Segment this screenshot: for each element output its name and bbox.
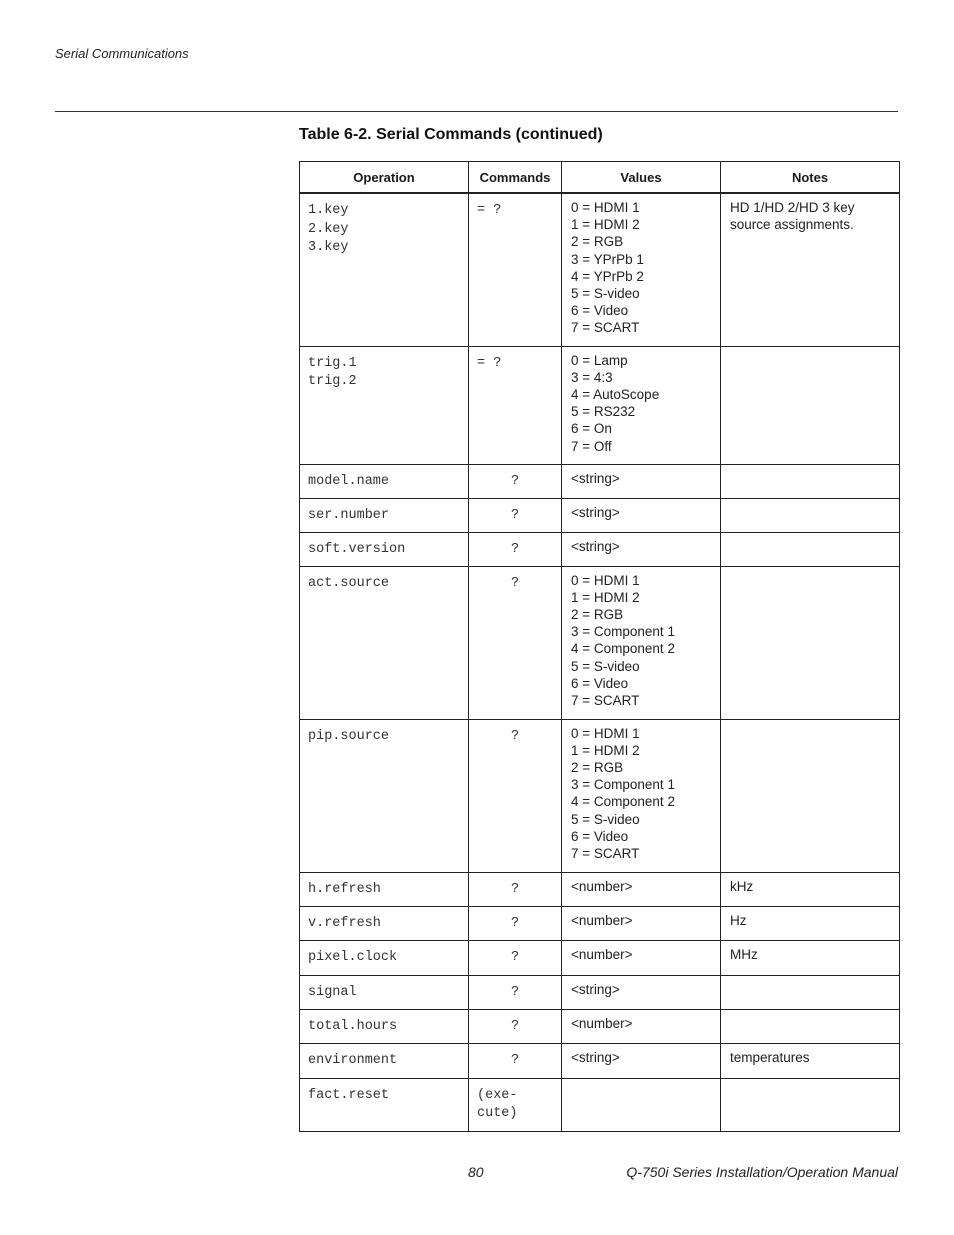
commands-cell [469,193,562,346]
values-cell [562,464,721,498]
cell-line: kHz [730,878,754,894]
cell-line: h.refresh [308,881,381,897]
cell-line: 0 = Lamp [571,352,628,368]
operation-cell [300,346,469,464]
cell-line: <number> [571,946,633,962]
values-cell [562,940,721,975]
cell-line: 5 = S-video [571,286,640,302]
values-cell [562,566,721,719]
cell-line: 3 = YPrPb 1 [571,251,644,267]
notes-cell [721,532,900,566]
cell-line: 1 = HDMI 2 [571,217,640,233]
table-row [300,940,900,975]
cell-line: ? [510,949,520,965]
cell-line: ? [510,507,520,523]
cell-line: cute) [477,1106,518,1121]
cell-line: 4 = AutoScope [571,386,660,402]
cell-line: HD 1/HD 2/HD 3 key [730,200,855,215]
notes-cell [721,346,900,464]
cell-line: 3 = 4:3 [571,369,613,385]
cell-line: 0 = HDMI 1 [571,725,640,741]
table-row [300,906,900,940]
commands-cell [469,1078,562,1131]
cell-line: 2 = RGB [571,759,624,775]
values-cell [562,719,721,872]
table-row [300,719,900,872]
commands-cell [469,566,562,719]
operation-cell [300,193,469,346]
cell-line: <number> [571,878,633,894]
notes-cell [721,193,900,346]
operation-cell [300,719,469,872]
commands-cell [469,719,562,872]
commands-cell [469,464,562,498]
cell-line: ? [510,1052,520,1068]
cell-line: 6 = Video [571,303,629,319]
values-cell [562,872,721,906]
manual-title: Q-750i Series Installation/Operation Manual [626,1164,898,1180]
notes-cell [721,566,900,719]
page-number: 80 [468,1164,484,1180]
cell-line: ? [510,473,520,489]
cell-line: = ? [477,203,502,218]
commands-cell [469,346,562,464]
table-row [300,1078,900,1131]
values-cell [562,906,721,940]
operation-cell [300,532,469,566]
values-cell [562,1078,721,1131]
cell-line: temperatures [730,1049,810,1065]
cell-line: <number> [571,912,633,928]
cell-line: 3 = Component 1 [571,624,675,640]
cell-line: 0 = HDMI 1 [571,200,640,215]
header-rule [55,111,898,112]
cell-line: ? [510,575,520,591]
notes-cell [721,940,900,975]
cell-line: = ? [477,355,502,371]
cell-line: ser.number [308,507,390,523]
operation-cell [300,1009,469,1043]
cell-line: 3 = Component 1 [571,777,675,793]
table-row [300,1043,900,1078]
cell-line: 4 = Component 2 [571,794,675,810]
operation-cell [300,1078,469,1131]
notes-cell [721,719,900,872]
commands-cell [469,906,562,940]
cell-line: ? [510,984,520,1000]
values-cell [562,1043,721,1078]
cell-line: <string> [571,470,620,486]
values-cell [562,975,721,1009]
table-row [300,464,900,498]
cell-line: <string> [571,981,620,997]
cell-line: act.source [308,575,390,591]
cell-line: 3.key [308,240,349,255]
commands-cell [469,1043,562,1078]
cell-line: 2 = RGB [571,606,624,622]
cell-line: <string> [571,538,620,554]
cell-line: 5 = S-video [571,658,640,674]
notes-cell [721,498,900,532]
table-header-row [300,162,900,194]
cell-line: 7 = Off [571,438,612,454]
cell-line: ? [510,881,520,897]
cell-line: 7 = SCART [571,692,640,708]
table-title: Table 6-2. Serial Commands (continued) [299,126,603,143]
cell-line: (exe- [477,1087,518,1103]
commands-cell [469,940,562,975]
values-cell [562,1009,721,1043]
values-cell [562,346,721,464]
operation-cell [300,906,469,940]
values-cell [562,532,721,566]
cell-line: ? [510,1018,520,1034]
running-header: Serial Communications [55,46,189,61]
cell-line: 4 = Component 2 [571,641,675,657]
cell-line: MHz [730,946,758,962]
cell-line: 6 = On [571,421,612,437]
cell-line: ? [510,728,520,744]
cell-line: soft.version [308,541,406,557]
cell-line: pixel.clock [308,949,398,965]
operation-cell [300,1043,469,1078]
cell-line: 7 = SCART [571,320,640,336]
cell-line: <string> [571,1049,620,1065]
notes-cell [721,1078,900,1131]
cell-line: 6 = Video [571,675,629,691]
column-header-commands: Commands [469,162,562,194]
commands-cell [469,975,562,1009]
operation-cell [300,872,469,906]
cell-line: model.name [308,473,390,489]
table-row [300,498,900,532]
cell-line: Hz [730,912,747,928]
operation-cell [300,464,469,498]
cell-line: 7 = SCART [571,845,640,861]
cell-line: pip.source [308,728,390,744]
cell-line: source assignments. [730,217,854,233]
cell-line: 0 = HDMI 1 [571,572,640,588]
cell-line: 2.key [308,221,349,237]
column-header-operation: Operation [300,162,469,194]
cell-line: trig.1 [308,355,357,371]
cell-line: 2 = RGB [571,234,624,250]
cell-line: <number> [571,1015,633,1031]
commands-cell [469,498,562,532]
notes-cell [721,975,900,1009]
cell-line: 5 = S-video [571,811,640,827]
cell-line: ? [510,915,520,931]
notes-cell [721,464,900,498]
cell-line: 6 = Video [571,828,629,844]
notes-cell [721,906,900,940]
cell-line: 1 = HDMI 2 [571,742,640,758]
column-header-values: Values [562,162,721,194]
table-row [300,566,900,719]
table-row [300,1009,900,1043]
table-row [300,193,900,346]
operation-cell [300,940,469,975]
operation-cell [300,566,469,719]
commands-cell [469,1009,562,1043]
commands-cell [469,872,562,906]
cell-line: environment [308,1052,398,1068]
notes-cell [721,1009,900,1043]
cell-line: signal [308,984,357,1000]
cell-line: 5 = RS232 [571,404,636,420]
notes-cell [721,1043,900,1078]
table-row [300,872,900,906]
cell-line: <string> [571,504,620,520]
table-row [300,975,900,1009]
cell-line: fact.reset [308,1087,390,1103]
cell-line: 4 = YPrPb 2 [571,268,644,284]
cell-line: trig.2 [308,374,357,389]
notes-cell [721,872,900,906]
operation-cell [300,975,469,1009]
commands-cell [469,532,562,566]
table-row [300,346,900,464]
table-row [300,532,900,566]
serial-commands-table [299,161,900,1132]
column-header-notes: Notes [721,162,900,194]
operation-cell [300,498,469,532]
cell-line: 1.key [308,203,349,218]
cell-line: ? [510,541,520,557]
cell-line: 1 = HDMI 2 [571,589,640,605]
values-cell [562,498,721,532]
cell-line: total.hours [308,1018,398,1034]
cell-line: v.refresh [308,915,381,931]
values-cell [562,193,721,346]
